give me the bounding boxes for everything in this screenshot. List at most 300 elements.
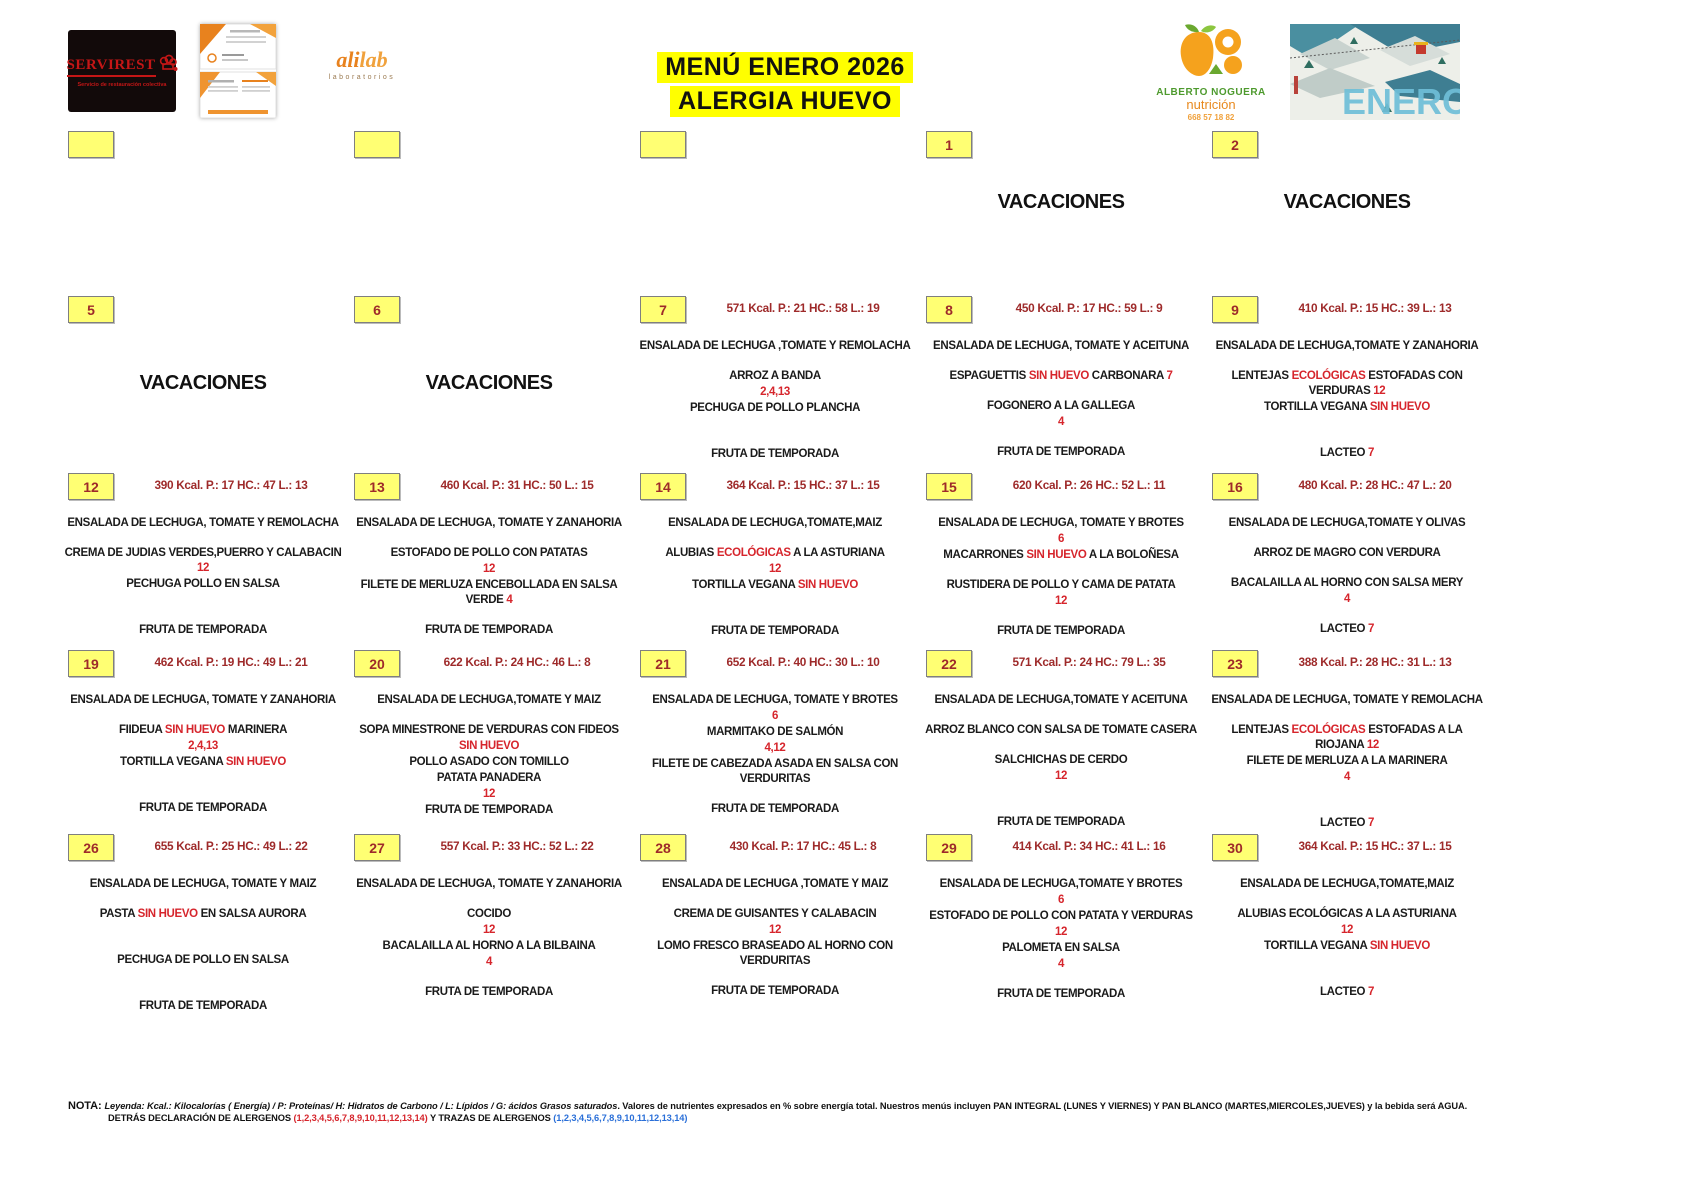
menu-line [1204,339,1490,354]
nutrition-summary: 430 Kcal. P.: 17 HC.: 45 L.: 8 [729,839,877,853]
dish-text: LENTEJAS [1231,724,1292,736]
menu-line [632,369,918,384]
menu-line [346,623,632,638]
nota-text: NOTA: [68,1100,105,1112]
nutrition-subtitle: nutrición [1186,97,1236,112]
nutrition-summary: 652 Kcal. P.: 40 HC.: 30 L.: 10 [726,655,880,669]
menu-line [60,907,346,922]
cell-head [60,131,346,159]
dish-text: LACTEO [1319,986,1368,998]
dish-text: ENSALADA DE LECHUGA, TOMATE Y MAIZ [89,878,317,890]
day-cell-8 [918,293,1204,470]
day-cell-23 [1204,647,1490,831]
enero-month-image [1290,24,1460,120]
menu-line [918,339,1204,354]
nutrition-summary: 557 Kcal. P.: 33 HC.: 52 L.: 22 [440,839,594,853]
dish-text: LACTEO [1319,447,1368,459]
menu-line [346,755,632,770]
dish-text: PECHUGA DE POLLO EN SALSA [117,954,289,966]
nota-text: . Valores de nutrientes expresados en % sobre energía total. Nuestros menús incluyen PAN INTEGRAL (LUNES Y VIERNES) Y PAN BLANCO (MARTES,MIERCOLES,JUEVES) y la bebida será AGUA. [617,1101,1468,1111]
menu-line [346,877,632,892]
dish-text: FRUTA DE TEMPORADA [711,985,839,997]
dish-text: MACARRONES [943,549,1027,561]
day-cell-9 [1204,293,1490,470]
day-cell-12 [60,470,346,647]
day-cell-22 [918,647,1204,831]
apple-orange-icon [1148,18,1274,87]
cell-head [1204,473,1490,501]
menu-line [1204,622,1490,637]
menu-line [346,803,632,818]
certificate-image [200,24,276,118]
allergen-text: 7 [1367,447,1375,459]
menu-line [1204,770,1490,785]
cell-head [60,650,346,678]
dish-text: ENSALADA DE LECHUGA, TOMATE Y REMOLACHA [1211,694,1483,706]
allergen-text: 12 [768,924,782,936]
menu-line [918,548,1204,563]
allergen-text: SIN HUEVO [1369,940,1430,952]
day-number-box: 28 [640,834,686,861]
nutrition-name: ALBERTO NOGUERA [1156,87,1266,98]
menu-line [632,401,918,416]
dish-text: ENSALADA DE LECHUGA,TOMATE Y OLIVAS [1228,517,1466,529]
dish-text: PECHUGA DE POLLO PLANCHA [689,402,861,414]
day-number-box: 26 [68,834,114,861]
dish-text: SOPA MINESTRONE DE VERDURAS CON FIDEOS [359,724,619,736]
menu-line [918,893,1204,908]
dish-text: FRUTA DE TEMPORADA [997,446,1125,458]
allergen-text: 12 [1373,385,1386,397]
day-number-box: 16 [1212,473,1258,500]
dish-text: FRUTA DE TEMPORADA [425,986,553,998]
menu-line [60,953,346,968]
dish-text: ARROZ DE MAGRO CON VERDURA [1253,547,1441,559]
menu-line [632,939,918,969]
dish-text: ESPAGUETTIS [949,370,1029,382]
cell-head [632,473,918,501]
nota-text: Leyenda: Kcal.: Kilocalorías ( Energía) / P: Proteínas/ H: Hidratos de Carbono / L: Lípidos / G: ácidos Grasos saturados [104,1101,618,1111]
menu-line [632,709,918,724]
menu-line [60,516,346,531]
menu-line [1204,907,1490,922]
menu-line [1204,546,1490,561]
cell-head [632,131,918,159]
dish-text: FRUTA DE TEMPORADA [139,624,267,636]
calendar [60,128,1490,1014]
menu-line [632,693,918,708]
dish-text: FILETE DE MERLUZA ENCEBOLLADA EN SALSA VERDE [360,579,618,606]
menu-line [60,577,346,592]
menu-line [346,771,632,786]
menu-line [1204,369,1490,399]
menu-line [346,939,632,954]
page-title [600,52,970,120]
alilab-name-b: lab [359,47,388,72]
day-number-box: 7 [640,296,686,323]
day-cell-27 [346,831,632,1014]
day-cell-26 [60,831,346,1014]
nota-legend [68,1100,1648,1124]
dish-text: COCIDO [467,908,511,920]
dish-text: FRUTA DE TEMPORADA [139,802,267,814]
allergen-text: 12 [768,563,782,575]
cell-head [632,834,918,862]
menu-line [346,516,632,531]
dish-text: ENSALADA DE LECHUGA, TOMATE Y REMOLACHA [67,517,339,529]
dish-text: LACTEO [1319,817,1368,829]
dish-text: FRUTA DE TEMPORADA [711,803,839,815]
allergen-text: 12 [1054,926,1068,938]
allergen-text: SIN HUEVO [458,740,520,752]
dish-text: ENSALADA DE LECHUGA,TOMATE Y BROTES [939,878,1183,890]
week-row [60,647,1490,831]
day-number-box: 23 [1212,650,1258,677]
week-row [60,831,1490,1014]
day-cell-5 [60,293,346,470]
day-cell-empty [632,128,918,293]
dish-text: FILETE DE MERLUZA A LA MARINERA [1246,755,1448,767]
allergen-text: 7 [1166,370,1173,382]
dish-text: ALUBIAS ECOLÓGICAS A LA ASTURIANA [1237,908,1457,920]
dish-text: ARROZ A BANDA [729,370,821,382]
nutrition-summary: 571 Kcal. P.: 21 HC.: 58 L.: 19 [726,301,880,315]
allergen-text: SIN HUEVO [225,756,286,768]
menu-line [918,909,1204,924]
nutrition-summary: 364 Kcal. P.: 15 HC.: 37 L.: 15 [1298,839,1452,853]
menu-line [1204,516,1490,531]
dish-text: PATATA PANADERA [436,772,542,784]
cell-head [346,834,632,862]
allergen-text: 4 [1057,958,1065,970]
menu-line [346,923,632,938]
nutrition-summary: 460 Kcal. P.: 31 HC.: 50 L.: 15 [440,478,594,492]
dish-text: ENSALADA DE LECHUGA, TOMATE Y ACEITUNA [933,340,1189,352]
menu-line [632,741,918,756]
menu-line [918,941,1204,956]
menu-line [1204,939,1490,954]
menu-line [918,877,1204,892]
dish-text: ENSALADA DE LECHUGA, TOMATE Y BROTES [652,694,898,706]
menu-line [918,516,1204,531]
day-number-box: 30 [1212,834,1258,861]
dish-text: ESTOFADAS A LA RIOJANA [1315,724,1463,751]
nota-text: DETRÁS DECLARACIÓN DE ALERGENOS [108,1113,294,1123]
cell-head [1204,131,1490,159]
dish-text: TORTILLA VEGANA [1264,940,1370,952]
menu-line [632,907,918,922]
cell-head [632,296,918,324]
day-number-box: 6 [354,296,400,323]
allergen-text: ECOLÓGICAS [716,547,791,559]
nutrition-summary: 480 Kcal. P.: 28 HC.: 47 L.: 20 [1298,478,1452,492]
menu-line [632,624,918,639]
dish-text: ESTOFADO DE POLLO CON PATATAS [390,547,588,559]
cell-head [1204,650,1490,678]
day-number-box: 2 [1212,131,1258,158]
day-number-box: 14 [640,473,686,500]
day-number-box: 5 [68,296,114,323]
dish-text: ENSALADA DE LECHUGA ,TOMATE Y MAIZ [662,878,888,890]
dish-text: TORTILLA VEGANA [1264,401,1370,413]
nutrition-summary: 390 Kcal. P.: 17 HC.: 47 L.: 13 [154,478,308,492]
allergen-text: 7 [1367,986,1375,998]
dish-text: ENSALADA DE LECHUGA,TOMATE Y ACEITUNA [934,694,1188,706]
day-cell-19 [60,647,346,831]
menu-line [1204,877,1490,892]
cell-head [60,834,346,862]
allergen-text: 12 [1366,739,1379,751]
nutrition-summary: 414 Kcal. P.: 34 HC.: 41 L.: 16 [1012,839,1166,853]
nutrition-summary: 655 Kcal. P.: 25 HC.: 49 L.: 22 [154,839,308,853]
day-cell-30 [1204,831,1490,1014]
day-number-box: 8 [926,296,972,323]
cell-head [346,650,632,678]
alilab-subtitle: laboratorios [328,74,396,81]
menu-line [60,623,346,638]
title-line1: MENÚ ENERO 2026 [657,52,913,83]
cell-head [918,131,1204,159]
allergen-text: 12 [1054,595,1068,607]
dish-text: ESTOFADAS CON VERDURAS [1308,370,1463,397]
allergen-text: ECOLÓGICAS [1291,724,1366,736]
allergen-text: 12 [482,563,496,575]
cell-head [60,473,346,501]
menu-line [1204,400,1490,415]
allergen-text: 6 [1057,894,1065,906]
dish-text: FILETE DE CABEZADA ASADA EN SALSA CON VERDURITAS [651,758,899,785]
allergen-text: SIN HUEVO [1026,549,1087,561]
alilab-logo [320,47,404,81]
vacaciones-label: VACACIONES [425,372,553,394]
allergen-text: 6 [771,710,779,722]
nota-line [68,1112,1648,1124]
dish-text: FRUTA DE TEMPORADA [997,816,1125,828]
dish-text: ARROZ BLANCO CON SALSA DE TOMATE CASERA [925,724,1197,736]
menu-line [60,739,346,754]
dish-text: FRUTA DE TEMPORADA [711,448,839,460]
allergen-text: 4 [1057,416,1065,428]
day-cell-1 [918,128,1204,293]
nutrition-logo [1148,18,1274,122]
dish-text: FRUTA DE TEMPORADA [711,625,839,637]
menu-line [346,546,632,561]
day-cell-14 [632,470,918,647]
allergen-text: 12 [482,924,496,936]
nutrition-phone: 668 57 18 82 [1187,113,1235,122]
dish-text: ENSALADA DE LECHUGA, TOMATE Y BROTES [938,517,1184,529]
menu-line [918,594,1204,609]
dish-text: EN SALSA AURORA [197,908,307,920]
dish-text: POLLO ASADO CON TOMILLO [409,756,569,768]
dish-text: LACTEO [1319,623,1368,635]
cell-head [346,473,632,501]
dish-text: PECHUGA POLLO EN SALSA [126,578,280,590]
dish-text: LOMO FRESCO BRASEADO AL HORNO CON VERDURITAS [657,940,893,967]
day-number-box [354,131,400,158]
day-number-box [68,131,114,158]
menu-line [1204,923,1490,938]
day-cell-16 [1204,470,1490,647]
day-cell-empty [60,128,346,293]
cell-head [918,650,1204,678]
day-number-box: 1 [926,131,972,158]
menu-line [918,769,1204,784]
nota-line [68,1100,1648,1112]
menu-line [60,877,346,892]
menu-line [60,801,346,816]
day-number-box: 22 [926,650,972,677]
menu-line [918,624,1204,639]
dish-text: FRUTA DE TEMPORADA [997,625,1125,637]
menu-line [346,693,632,708]
menu-line [918,369,1204,384]
cell-head [632,650,918,678]
menu-line [1204,985,1490,1000]
day-cell-7 [632,293,918,470]
dish-text: ESTOFADO DE POLLO CON PATATA Y VERDURAS [929,910,1193,922]
nutrition-summary: 571 Kcal. P.: 24 HC.: 79 L.: 35 [1012,655,1166,669]
dish-text: FRUTA DE TEMPORADA [997,988,1125,1000]
allergen-text: 4,12 [764,742,786,754]
week-row [60,470,1490,647]
dish-text: ALUBIAS [665,547,717,559]
menu-line [918,415,1204,430]
menu-line [918,987,1204,1002]
menu-line [60,693,346,708]
dish-text: A LA ASTURIANA [790,547,885,559]
allergen-text: 4 [1343,593,1351,605]
menu-line [918,445,1204,460]
menu-line [918,693,1204,708]
dish-text: CREMA DE JUDIAS VERDES,PUERRO Y CALABACIN [64,547,342,559]
allergen-text: 7 [1367,623,1375,635]
menu-line [632,923,918,938]
dish-text: CREMA DE GUISANTES Y CALABACIN [673,908,877,920]
allergen-text: SIN HUEVO [1369,401,1430,413]
menu-line [632,562,918,577]
dish-text: FOGONERO A LA GALLEGA [987,400,1135,412]
day-number-box: 9 [1212,296,1258,323]
menu-line [918,578,1204,593]
menu-line [918,399,1204,414]
allergen-text: 4 [485,956,493,968]
day-number-box: 20 [354,650,400,677]
servirest-subtitle: Servicio de restauración colectiva [77,82,167,88]
cell-head [346,131,632,159]
allergen-code-list-blue: (1,2,3,4,5,6,7,8,9,10,11,12,13,14) [553,1113,688,1123]
dish-text: FRUTA DE TEMPORADA [139,1000,267,1012]
menu-line [632,757,918,787]
servirest-logo [68,30,176,112]
dish-text: ENSALADA DE LECHUGA, TOMATE Y ZANAHORIA [70,694,336,706]
dish-text: CARBONARA [1088,370,1167,382]
menu-line [918,925,1204,940]
menu-line [1204,816,1490,831]
day-number-box: 15 [926,473,972,500]
cell-head [1204,296,1490,324]
allergen-text: SIN HUEVO [137,908,198,920]
menu-line [346,562,632,577]
allergen-text: 12 [482,788,496,800]
dish-text: ENSALADA DE LECHUGA, TOMATE Y ZANAHORIA [356,878,622,890]
menu-line [1204,754,1490,769]
allergen-text: 12 [1340,924,1354,936]
nutrition-summary: 364 Kcal. P.: 15 HC.: 37 L.: 15 [726,478,880,492]
menu-line [632,984,918,999]
vacaciones-label: VACACIONES [1283,191,1411,213]
day-cell-28 [632,831,918,1014]
week-row [60,293,1490,470]
vacaciones-label: VACACIONES [139,372,267,394]
vacaciones-label: VACACIONES [997,191,1125,213]
title-line2: ALERGIA HUEVO [670,86,900,117]
dish-text: TORTILLA VEGANA [120,756,226,768]
chef-hat-icon [158,54,178,79]
menu-line [918,723,1204,738]
cell-head [60,296,346,324]
dish-text: ENSALADA DE LECHUGA, TOMATE Y ZANAHORIA [356,517,622,529]
dish-text: ENSALADA DE LECHUGA,TOMATE Y MAIZ [377,694,601,706]
dish-text: FIIDEUA [118,724,165,736]
menu-line [632,447,918,462]
allergen-text: 12 [1054,770,1068,782]
allergen-text: SIN HUEVO [797,579,858,591]
menu-line [60,755,346,770]
menu-line [632,385,918,400]
dish-text: TORTILLA VEGANA [692,579,798,591]
allergen-text: 7 [1367,817,1375,829]
dish-text: FRUTA DE TEMPORADA [425,624,553,636]
dish-text: PASTA [99,908,138,920]
allergen-text: ECOLÓGICAS [1291,370,1366,382]
dish-text: SALCHICHAS DE CERDO [994,754,1128,766]
menu-line [632,516,918,531]
day-cell-15 [918,470,1204,647]
dish-text: ENSALADA DE LECHUGA,TOMATE,MAIZ [1240,878,1454,890]
dish-text: FRUTA DE TEMPORADA [425,804,553,816]
menu-line [60,999,346,1014]
dish-text: BACALAILLA AL HORNO A LA BILBAINA [382,940,596,952]
allergen-text: 12 [196,562,210,574]
nutrition-summary: 450 Kcal. P.: 17 HC.: 59 L.: 9 [1015,301,1163,315]
cell-head [918,296,1204,324]
dish-text: LENTEJAS [1231,370,1292,382]
menu-line [346,578,632,608]
menu-line [632,877,918,892]
day-cell-6 [346,293,632,470]
nutrition-summary: 462 Kcal. P.: 19 HC.: 49 L.: 21 [154,655,308,669]
dish-text: RUSTIDERA DE POLLO Y CAMA DE PATATA [946,579,1176,591]
nutrition-summary: 622 Kcal. P.: 24 HC.: 46 L.: 8 [443,655,591,669]
week-row [60,128,1490,293]
day-cell-21 [632,647,918,831]
allergen-text: 2,4,13 [760,386,790,398]
menu-line [918,532,1204,547]
menu-line [918,957,1204,972]
allergen-code-list-red: (1,2,3,4,5,6,7,8,9,10,11,12,13,14) [293,1113,428,1123]
day-number-box: 21 [640,650,686,677]
allergen-text: SIN HUEVO [1028,370,1089,382]
menu-line [346,907,632,922]
day-cell-13 [346,470,632,647]
allergen-text: 2,4,13 [188,740,218,752]
menu-line [632,725,918,740]
menu-line [632,339,918,354]
allergen-text: 6 [1057,533,1065,545]
nutrition-summary: 620 Kcal. P.: 26 HC.: 52 L.: 11 [1012,478,1166,492]
day-number-box: 29 [926,834,972,861]
